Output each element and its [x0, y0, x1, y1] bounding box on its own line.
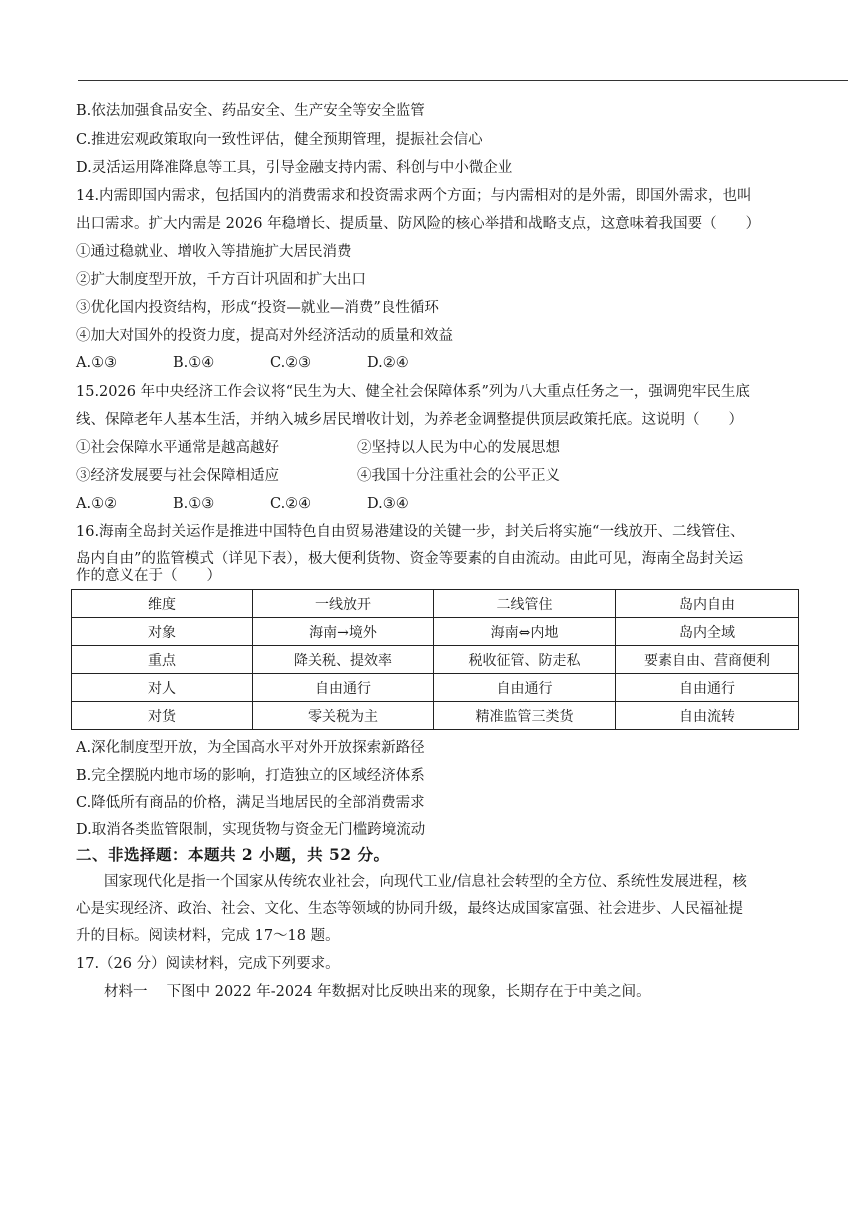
table-row — [72, 646, 799, 674]
q16-option-b: B.完全摆脱内地市场的影响，打造独立的区域经济体系 — [76, 768, 425, 784]
table-row — [72, 702, 799, 730]
table-cell: 对货 — [72, 702, 253, 730]
q14-stem-line-2: 出口需求。扩大内需是 2026 年稳增长、提质量、防风险的核心举措和战略支点，这意味着我国要（ ） — [76, 216, 761, 232]
table-cell: 维度 — [72, 590, 253, 618]
q14-choice-b: B.①④ — [173, 355, 215, 371]
q13-option-c: C.推进宏观政策取向一致性评估，健全预期管理，提振社会信心 — [76, 132, 483, 148]
table-cell: 精准监管三类货 — [434, 702, 616, 730]
q14-choice-d: D.②④ — [367, 355, 409, 371]
q15-item-3: ③经济发展要与社会保障相适应 — [76, 468, 279, 484]
hainan-regulation-table — [71, 589, 799, 730]
q14-stem-line-1: 14.内需即国内需求，包括国内的消费需求和投资需求两个方面；与内需相对的是外需，即国外需求，也叫 — [76, 188, 752, 204]
q17-heading: 17.（26 分）阅读材料，完成下列要求。 — [76, 956, 340, 972]
q15-item-2: ②坚持以人民为中心的发展思想 — [357, 440, 560, 456]
table-cell: 自由通行 — [434, 674, 616, 702]
table-row — [72, 674, 799, 702]
table-cell: 对象 — [72, 618, 253, 646]
table-cell: 自由通行 — [616, 674, 799, 702]
table-cell: 税收征管、防走私 — [434, 646, 616, 674]
q15-item-1: ①社会保障水平通常是越高越好 — [76, 440, 279, 456]
q16-stem-line-3: 作的意义在于（ ） — [76, 568, 221, 584]
table-cell: 要素自由、营商便利 — [616, 646, 799, 674]
table-row — [72, 618, 799, 646]
table-cell: 一线放开 — [253, 590, 434, 618]
q14-choice-a: A.①③ — [76, 355, 118, 371]
q15-item-4: ④我国十分注重社会的公平正义 — [357, 468, 560, 484]
q16-option-c: C.降低所有商品的价格，满足当地居民的全部消费需求 — [76, 795, 425, 811]
q13-option-d: D.灵活运用降准降息等工具，引导金融支持内需、科创与中小微企业 — [76, 160, 513, 176]
q16-stem-line-2: 岛内自由”的监管模式（详见下表），极大便利货物、资金等要素的自由流动。由此可见，海南全岛封关运 — [76, 551, 744, 567]
header-rule — [78, 80, 848, 81]
table-cell: 自由通行 — [253, 674, 434, 702]
table-cell: 零关税为主 — [253, 702, 434, 730]
q16-option-d: D.取消各类监管限制，实现货物与资金无门槛跨境流动 — [76, 822, 426, 838]
q15-choice-c: C.②④ — [270, 496, 312, 512]
table-cell: 对人 — [72, 674, 253, 702]
q14-item-2: ②扩大制度型开放，千方百计巩固和扩大出口 — [76, 272, 366, 288]
q16-option-a: A.深化制度型开放，为全国高水平对外开放探索新路径 — [76, 740, 425, 756]
q14-item-4: ④加大对国外的投资力度，提高对外经济活动的质量和效益 — [76, 328, 453, 344]
q14-item-1: ①通过稳就业、增收入等措施扩大居民消费 — [76, 244, 352, 260]
q14-choice-c: C.②③ — [270, 355, 312, 371]
table-cell: 二线管住 — [434, 590, 616, 618]
section-heading: 二、非选择题：本题共 2 小题，共 52 分。 — [76, 845, 390, 864]
table-cell: 重点 — [72, 646, 253, 674]
q16-stem-line-1: 16.海南全岛封关运作是推进中国特色自由贸易港建设的关键一步，封关后将实施“一线放开、二线管住、 — [76, 524, 745, 540]
material-one: 材料一 下图中 2022 年-2024 年数据对比反映出来的现象，长期存在于中美之间。 — [104, 984, 651, 1000]
q15-stem-line-2: 线、保障老年人基本生活，并纳入城乡居民增收计划，为养老金调整提供顶层政策托底。这说明（ ） — [76, 412, 743, 428]
table-cell: 岛内自由 — [616, 590, 799, 618]
q14-item-3: ③优化国内投资结构，形成“投资—就业—消费”良性循环 — [76, 300, 439, 316]
q15-choice-d: D.③④ — [367, 496, 409, 512]
table-cell: 自由流转 — [616, 702, 799, 730]
intro-line-2: 心是实现经济、政治、社会、文化、生态等领域的协同升级，最终达成国家富强、社会进步、人民福祉提 — [76, 901, 743, 917]
table-cell: 海南→境外 — [253, 618, 434, 646]
table-cell: 海南⇔内地 — [434, 618, 616, 646]
intro-line-1: 国家现代化是指一个国家从传统农业社会，向现代工业/信息社会转型的全方位、系统性发展进程，核 — [104, 874, 747, 890]
q15-stem-line-1: 15.2026 年中央经济工作会议将“民生为大、健全社会保障体系”列为八大重点任务之一，强调兜牢民生底 — [76, 384, 750, 400]
table-row — [72, 590, 799, 618]
q15-choice-a: A.①② — [76, 496, 118, 512]
q15-choice-b: B.①③ — [173, 496, 215, 512]
table-cell: 降关税、提效率 — [253, 646, 434, 674]
q13-option-b: B.依法加强食品安全、药品安全、生产安全等安全监管 — [76, 103, 425, 119]
table-cell: 岛内全域 — [616, 618, 799, 646]
intro-line-3: 升的目标。阅读材料，完成 17～18 题。 — [76, 928, 340, 944]
